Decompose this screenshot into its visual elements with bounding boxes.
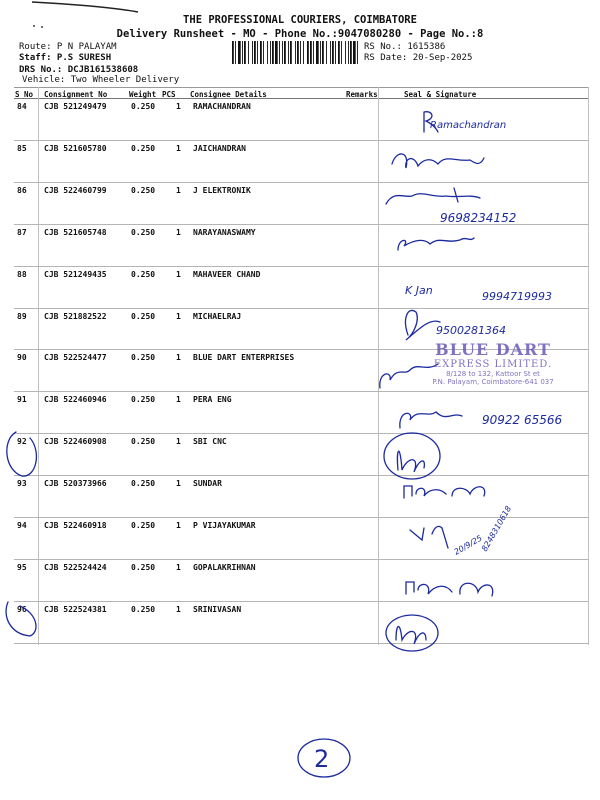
row-sno: 94	[17, 521, 27, 530]
signature-85-stroke	[392, 154, 484, 168]
signature-96-stroke	[396, 626, 426, 644]
row-weight: 0.250	[131, 143, 156, 153]
col-header-weight: Weight	[129, 90, 157, 99]
row-consignee: PERA ENG	[193, 395, 232, 405]
runsheet-subtitle: Delivery Runsheet - MO - Phone No.:9047080280 - Page No.:8	[116, 28, 484, 40]
row-pcs: 1	[176, 143, 181, 153]
row-sno: 92	[17, 437, 27, 447]
rs-number: RS No.: 1615386	[364, 42, 446, 52]
rs-date: RS Date: 20-Sep-2025	[364, 53, 473, 63]
circle-mark-96	[6, 602, 36, 636]
page-mark-number: 2	[314, 745, 330, 773]
row-sno: 90	[17, 353, 27, 363]
signature-86-phone: 9698234152	[440, 211, 517, 225]
row-pcs: 1	[176, 479, 181, 489]
row-consignee: MAHAVEER CHAND	[193, 269, 261, 279]
signature-89-stroke	[406, 310, 440, 340]
signature-84-text: Ramachandran	[430, 120, 507, 131]
row-consignment-no: CJB 521249479	[44, 102, 107, 111]
row-weight: 0.250	[131, 395, 156, 405]
signature-87-stroke	[398, 238, 474, 250]
row-consignment-no: CJB 521882522	[44, 311, 107, 321]
col-header-consignment: Consignment No	[44, 90, 108, 99]
row-weight: 0.250	[131, 269, 156, 279]
signature-94-number: 8248310618	[479, 504, 514, 553]
row-consignment-no: CJB 522524424	[44, 562, 107, 572]
col-header-seal: Seal & Signature	[404, 90, 477, 99]
drs-label: DRS No.: DCJB161538608	[19, 65, 139, 75]
signature-93-stroke	[404, 486, 485, 498]
row-consignee: NARAYANASWAMY	[193, 227, 256, 237]
row-weight: 0.250	[131, 604, 156, 614]
staff-label: Staff: P.S SURESH	[19, 53, 112, 63]
row-consignment-no: CJB 522460908	[44, 437, 107, 447]
row-weight: 0.250	[131, 479, 156, 489]
row-pcs: 1	[176, 604, 181, 614]
row-pcs: 1	[176, 269, 181, 279]
row-sno: 84	[17, 102, 27, 111]
row-pcs: 1	[176, 102, 181, 111]
company-stamp	[403, 340, 583, 386]
signature-91-stroke	[400, 412, 462, 428]
row-weight: 0.250	[131, 353, 156, 363]
row-consignee: SRINIVASAN	[193, 604, 242, 614]
row-consignment-no: CJB 520373966	[44, 479, 107, 489]
row-consignment-no: CJB 522460799	[44, 185, 107, 195]
stamp-line-3: 8/128 to 132, Kattoor St et	[446, 370, 540, 378]
col-header-sno: S No	[15, 90, 34, 99]
signature-95-stroke	[406, 582, 493, 596]
row-sno: 91	[17, 395, 27, 405]
signature-88-name: K Jan	[405, 284, 433, 297]
row-sno: 87	[17, 227, 27, 237]
row-consignee: JAICHANDRAN	[193, 143, 246, 153]
col-header-pcs: PCS	[162, 90, 176, 99]
row-consignee: BLUE DART ENTERPRISES	[193, 353, 295, 363]
row-consignee: MICHAELRAJ	[193, 311, 242, 321]
col-header-remarks: Remarks	[346, 90, 378, 99]
date-94: 20/9/25	[452, 533, 484, 557]
stamp-line-2: EXPRESS LIMITED.	[433, 359, 553, 370]
row-sno: 95	[17, 562, 27, 572]
route-label: Route: P N PALAYAM	[19, 42, 117, 52]
row-sno: 93	[17, 479, 27, 489]
stamp-line-4: P.N. Palayam, Coimbatore-641 037	[432, 378, 554, 386]
signature-94-stroke	[410, 526, 448, 548]
circle-mark-92	[7, 432, 37, 476]
signature-92-loop	[384, 433, 440, 479]
row-consignment-no: CJB 521605748	[44, 227, 107, 237]
row-consignment-no: CJB 522524381	[44, 604, 107, 614]
row-pcs: 1	[176, 227, 181, 237]
row-consignee: RAMACHANDRAN	[193, 102, 251, 111]
signature-91-phone: 90922 65566	[482, 413, 563, 427]
row-consignee: J ELEKTRONIK	[193, 185, 251, 195]
row-pcs: 1	[176, 353, 181, 363]
row-consignment-no: CJB 522460918	[44, 521, 107, 530]
row-sno: 89	[17, 311, 27, 321]
signature-88-phone: 9994719993	[482, 290, 552, 303]
row-pcs: 1	[176, 311, 181, 321]
row-pcs: 1	[176, 562, 181, 572]
row-sno: 96	[17, 604, 27, 614]
col-header-consignee: Consignee Details	[190, 90, 267, 99]
row-consignee: SUNDAR	[193, 479, 222, 489]
row-pcs: 1	[176, 521, 181, 530]
row-pcs: 1	[176, 395, 181, 405]
row-weight: 0.250	[131, 311, 156, 321]
stamp-line-1: BLUE DART	[435, 340, 551, 359]
row-weight: 0.250	[131, 562, 156, 572]
row-pcs: 1	[176, 437, 181, 447]
vehicle-label: Vehicle: Two Wheeler Delivery	[22, 75, 180, 85]
row-consignee: P VIJAYAKUMAR	[193, 521, 256, 530]
signature-86-stroke	[386, 188, 480, 204]
signature-89-phone: 9500281364	[436, 324, 506, 337]
row-weight: 0.250	[131, 437, 156, 447]
row-weight: 0.250	[131, 521, 156, 530]
row-consignment-no: CJB 521249435	[44, 269, 107, 279]
row-weight: 0.250	[131, 102, 156, 111]
row-consignment-no: CJB 521605780	[44, 143, 107, 153]
company-title: THE PROFESSIONAL COURIERS, COIMBATORE	[183, 14, 417, 26]
row-consignee: SBI CNC	[193, 437, 227, 447]
row-sno: 88	[17, 269, 27, 279]
row-sno: 85	[17, 143, 27, 153]
row-consignee: GOPALAKRIHNAN	[193, 562, 256, 572]
row-weight: 0.250	[131, 227, 156, 237]
signature-96-loop	[386, 615, 438, 651]
row-consignment-no: CJB 522460946	[44, 395, 107, 405]
signature-92-stroke	[397, 451, 424, 472]
row-consignment-no: CJB 522524477	[44, 353, 107, 363]
row-weight: 0.250	[131, 185, 156, 195]
row-pcs: 1	[176, 185, 181, 195]
row-sno: 86	[17, 185, 27, 195]
